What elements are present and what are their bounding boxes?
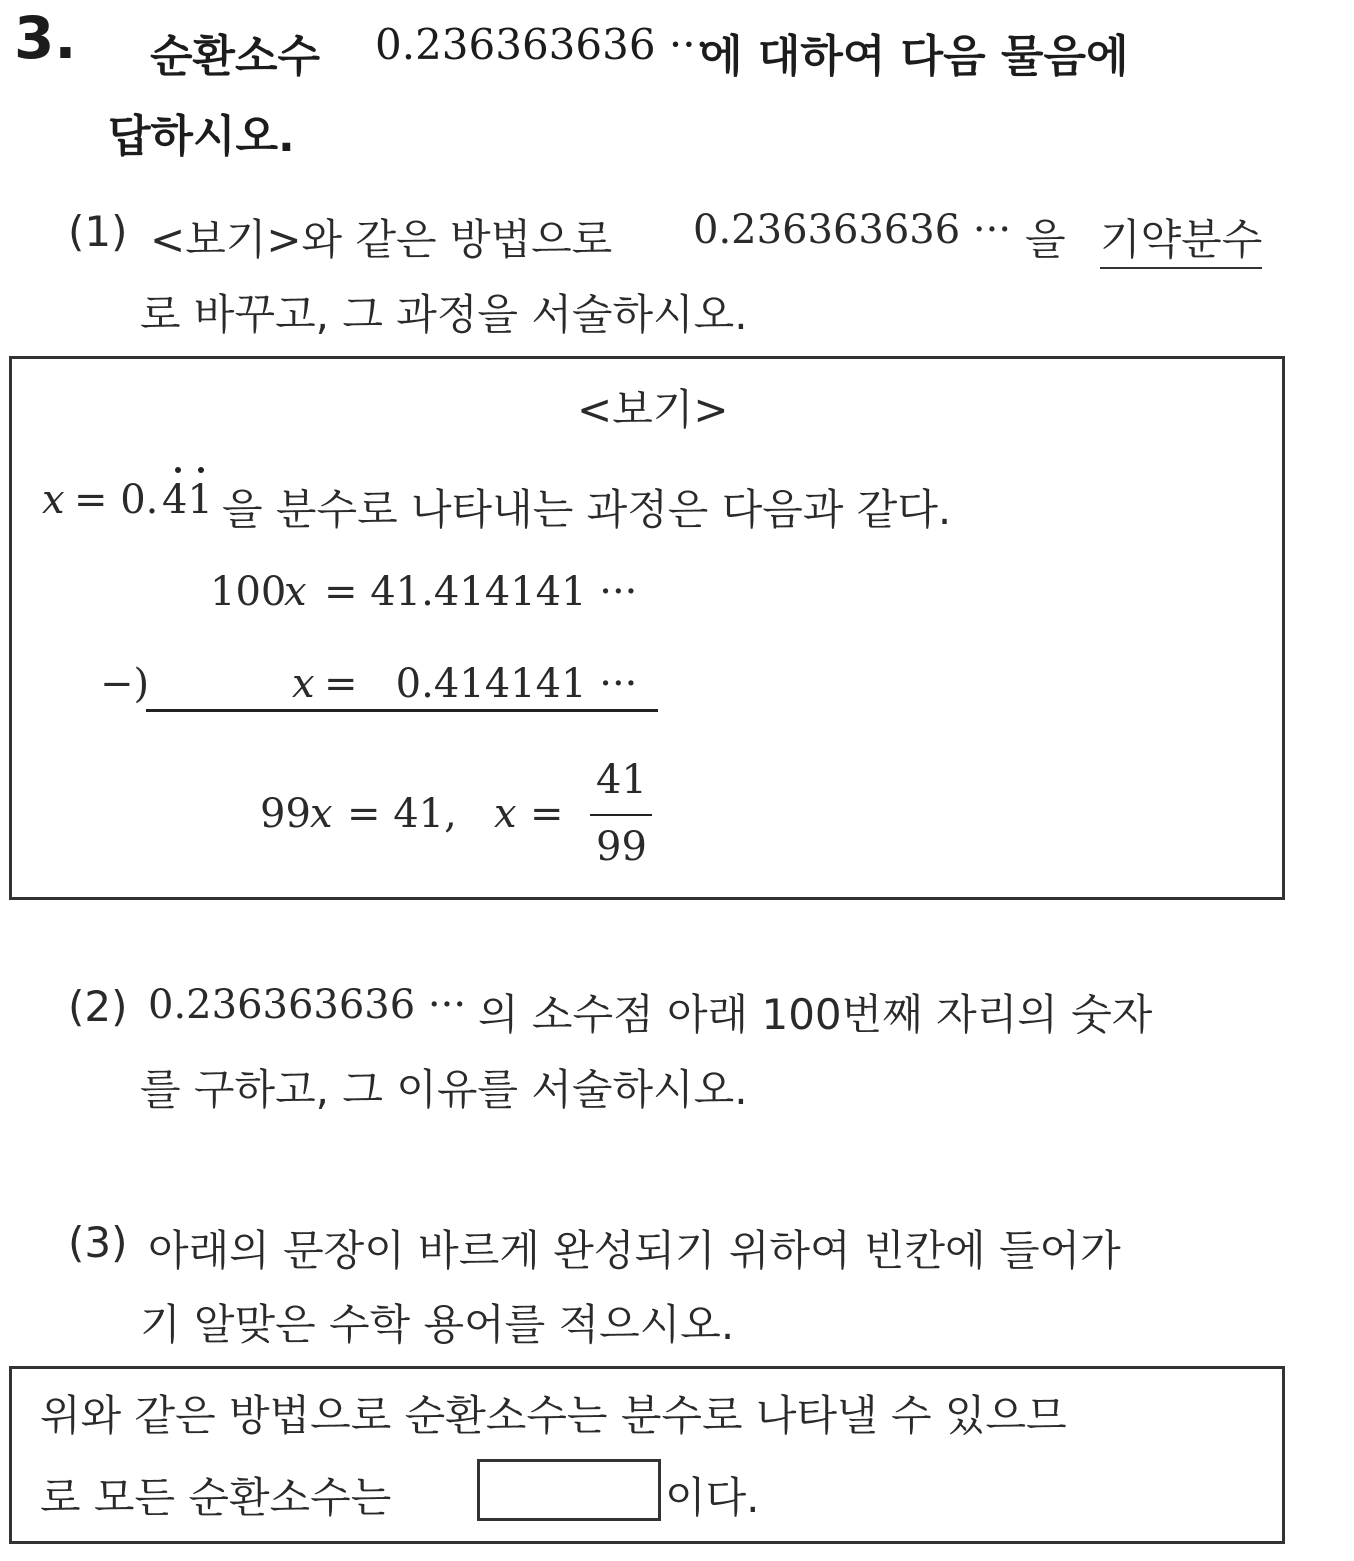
example-box xyxy=(9,356,1285,900)
repeat-dot-icon xyxy=(198,467,204,473)
answer-line2-b: 이다. xyxy=(665,1473,760,1522)
example-intro-eq: = 0. xyxy=(74,477,159,523)
part1-underlined-term: 기약분수 xyxy=(1100,207,1262,269)
answer-line2-a: 로 모든 순환소수는 xyxy=(40,1473,392,1522)
stem-text-b: 에 대하여 다음 물음에 xyxy=(700,31,1129,82)
row3-mid: = 41, xyxy=(347,791,457,837)
fraction-denominator: 99 xyxy=(596,824,647,870)
answer-line1: 위와 같은 방법으로 순환소수는 분수로 나타낼 수 있으므 xyxy=(40,1391,1067,1440)
row3-var2: x xyxy=(494,791,517,837)
fraction-bar xyxy=(590,814,652,816)
part2-line2: 를 구하고, 그 이유를 서술하시오. xyxy=(140,1065,748,1114)
part2-decimal: 0.236363636 ··· xyxy=(148,982,467,1028)
example-intro-var: x xyxy=(42,477,65,523)
stem-text-a: 순환소수 xyxy=(150,31,321,82)
part1-decimal: 0.236363636 ··· xyxy=(693,207,1012,253)
row3-var: x xyxy=(310,791,333,837)
part2-text-a: 의 소수점 아래 100번째 자리의 숫자 xyxy=(478,990,1153,1039)
row2-var: x xyxy=(292,661,315,707)
question-number: 3. xyxy=(14,4,77,72)
row1-coef: 100 xyxy=(210,569,287,615)
row2-rhs: = 0.414141 ··· xyxy=(324,661,638,707)
part3-line2: 기 알맞은 수학 용어를 적으시오. xyxy=(140,1300,735,1349)
answer-blank-field[interactable] xyxy=(477,1459,661,1521)
part3-label: (3) xyxy=(68,1218,128,1267)
part1-label: (1) xyxy=(68,207,128,256)
answer-box xyxy=(9,1366,1285,1544)
example-intro-digits: 41 xyxy=(162,477,213,523)
row1-rhs: = 41.414141 ··· xyxy=(324,569,638,615)
row1-var: x xyxy=(284,569,307,615)
stem-line2: 답하시오. xyxy=(108,111,295,162)
row3-coef: 99 xyxy=(260,791,311,837)
stem-decimal: 0.236363636 ··· xyxy=(375,20,709,69)
part1-text-b: 을 xyxy=(1025,215,1066,264)
fraction-numerator: 41 xyxy=(596,757,647,803)
example-intro-text: 을 분수로 나타내는 과정은 다음과 같다. xyxy=(222,485,952,534)
part1-line2: 로 바꾸고, 그 과정을 서술하시오. xyxy=(140,290,748,339)
row2-minus: −) xyxy=(100,661,150,707)
example-title: <보기> xyxy=(577,385,729,434)
part1-text-a: <보기>와 같은 방법으로 xyxy=(150,215,613,264)
part3-text-a: 아래의 문장이 바르게 완성되기 위하여 빈칸에 들어가 xyxy=(148,1226,1121,1275)
subtraction-line xyxy=(146,709,658,712)
row3-eq: = xyxy=(530,791,564,837)
part2-label: (2) xyxy=(68,982,128,1031)
repeat-dot-icon xyxy=(175,467,181,473)
